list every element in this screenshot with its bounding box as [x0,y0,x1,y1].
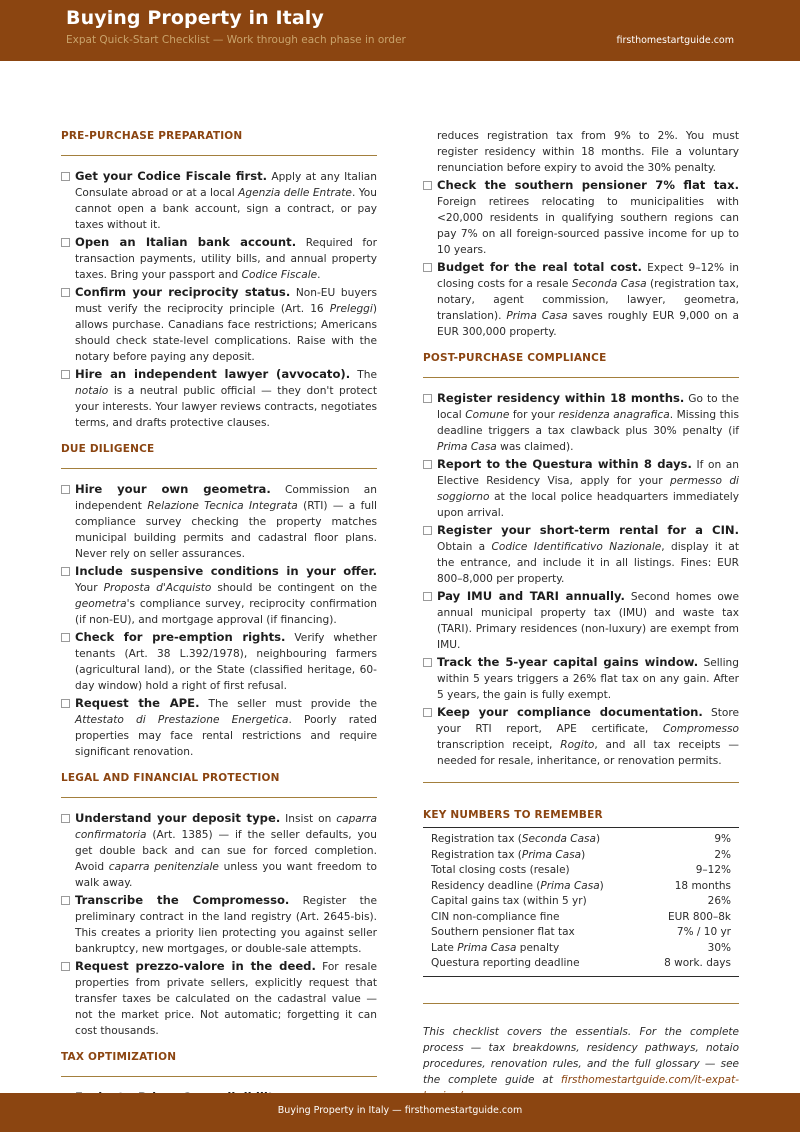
checkbox[interactable] [423,460,432,469]
divider [423,1003,739,1004]
checklist-item: Check the southern pensioner 7% flat tax. Foreign retirees relocating to municipalities with <20,000 residents in qualifying southern regions can pay 7% on all foreign-sourced passive income for up to 10 years. [423,177,739,258]
section-title: POST-PURCHASE COMPLIANCE [423,350,739,378]
checkbox[interactable] [61,962,70,971]
checklist-item: Include suspensive conditions in your offer. Your Proposta d'Acquisto should be contingent on the geometra's compliance survey, reciprocity confirmation (if non-EU), and mortgage approval (if financing). [61,563,377,628]
right-column [423,128,739,1104]
section-title: TAX OPTIMIZATION [61,1049,377,1077]
checkbox[interactable] [423,394,432,403]
checklist-item: Pay IMU and TARI annually. Second homes owe annual municipal property tax (IMU) and waste tax (TARI). Primary residences (non-luxury) are exempt from IMU. [423,588,739,653]
divider [423,782,739,783]
checklist-item: Register residency within 18 months. Go to the local Comune for your residenza anagrafica. Missing this deadline triggers a tax clawback plus 30% penalty (if Prima Casa was claimed). [423,390,739,455]
page-subtitle: Expat Quick-Start Checklist — Work through each phase in order [66,34,406,46]
table-row: Questura reporting deadline 8 work. days [431,957,731,969]
key-numbers-box [423,807,739,977]
checkbox[interactable] [61,172,70,181]
section-legal-financial [61,770,377,1039]
section-title: PRE-PURCHASE PREPARATION [61,128,377,156]
page-title: Buying Property in Italy [66,7,324,29]
checklist-item: Hire an independent lawyer (avvocato). The notaio is a neutral public official — they don't protect your interests. Your lawyer reviews contracts, negotiates terms, and drafts protective clauses. [61,366,377,431]
checkbox[interactable] [423,263,432,272]
section-due-diligence [61,441,377,760]
section-pre-purchase [61,128,377,431]
key-numbers-table [423,828,739,972]
checklist-item: Budget for the real total cost. Expect 9–12% in closing costs for a resale Seconda Casa (registration tax, notary, agent commission, lawyer, geometra, translation). Prima Casa saves roughly EUR 9,000 on a EUR 300,000 property. [423,259,739,340]
checklist-item: Open an Italian bank account. Required for transaction payments, utility bills, and annual property taxes. Bring your passport and Codice Fiscale. [61,234,377,283]
table-row: Residency deadline (Prima Casa) 18 months [431,879,731,892]
checklist-item: Understand your deposit type. Insist on caparra confirmatoria (Art. 1385) — if the seller defaults, you get double back and can sue for forced completion. Avoid caparra penitenziale unless you want freedom to walk away. [61,810,377,891]
table-row: Late Prima Casa penalty 30% [431,941,731,954]
checkbox[interactable] [61,896,70,905]
checklist-item: Track the 5-year capital gains window. Selling within 5 years triggers a 26% flat tax on any gain. After 5 years, the gain is fully exempt. [423,654,739,703]
checkbox[interactable] [61,699,70,708]
table-row: Registration tax (Prima Casa) 2% [431,848,731,861]
checklist-item: Transcribe the Compromesso. Register the preliminary contract in the land registry (Art. 2645-bis). This creates a priority lien protecting you against seller bankruptcy, new mortgages, or double-sale attempts. [61,892,377,957]
checkbox[interactable] [423,658,432,667]
table-row: Registration tax (Seconda Casa) 9% [431,833,731,845]
table-row: Capital gains tax (within 5 yr) 26% [431,895,731,907]
checkbox[interactable] [423,181,432,190]
checklist-item-continued: reduces registration tax from 9% to 2%. You must register residency within 18 months. File a voluntary renunciation before expiry to avoid the 30% penalty. [437,130,739,174]
table-row: Total closing costs (resale) 9–12% [431,864,731,876]
checklist-item: Get your Codice Fiscale first. Apply at any Italian Consulate abroad or at a local Agenzia delle Entrate. You cannot open a bank account, sign a contract, or pay taxes without it. [61,168,377,233]
section-post-purchase [423,350,739,769]
key-numbers-title: KEY NUMBERS TO REMEMBER [423,807,739,828]
checklist-item: Keep your compliance documentation. Store your RTI report, APE certificate, Compromesso transcription receipt, Rogito, and all tax receipts — needed for resale, inheritance, or renovation permits. [423,704,739,769]
checklist-item: Request the APE. The seller must provide the Attestato di Prestazione Energetica. Poorly rated properties may face rental restrictions and require significant renovation. [61,695,377,760]
checkbox[interactable] [61,633,70,642]
closing-note: This checklist covers the essentials. For the complete process — tax breakdowns, residency pathways, notaio procedures, renovation rules, and the full glossary — see the complete guide at firsthomestartguide.com/it-expat- [423,1024,739,1104]
section-title: LEGAL AND FINANCIAL PROTECTION [61,770,377,798]
section-title: DUE DILIGENCE [61,441,377,469]
table-bottom-rule [423,976,739,977]
checkbox[interactable] [61,288,70,297]
table-row: Southern pensioner flat tax 7% / 10 yr [431,926,731,938]
guide-link[interactable]: firsthomestartguide.com/it-expat- [560,1073,739,1086]
checklist-item: Check for pre-emption rights. Verify whether tenants (Art. 38 L.392/1978), neighbouring farmers (agricultural land), or the State (classified heritage, 60-day window) hold a right of first refusal. [61,629,377,694]
checkbox[interactable] [61,238,70,247]
checklist-item: Confirm your reciprocity status. Non-EU buyers must verify the reciprocity principle (Art. 16 Preleggi) allows purchase. Canadians face restrictions; Americans should check state-level complications. Raise with the notary before paying any deposit. [61,284,377,365]
header-site: firsthomestartguide.com [616,35,734,46]
checkbox[interactable] [423,526,432,535]
page-footer: Buying Property in Italy — firsthomestartguide.com [0,1093,800,1132]
checkbox[interactable] [423,708,432,717]
checklist-item: Hire your own geometra. Commission an independent Relazione Tecnica Integrata (RTI) — a full compliance survey checking the property matches municipal building permits and cadastral floor plans. Never rely on seller assurances. [61,481,377,562]
checkbox[interactable] [61,814,70,823]
checkbox[interactable] [423,592,432,601]
checklist-item: Report to the Questura within 8 days. If on an Elective Residency Visa, apply for your permesso di soggiorno at the local police headquarters immediately upon arrival. [423,456,739,521]
table-row: CIN non-compliance fine EUR 800–8k [431,910,731,923]
page-header [0,0,800,61]
left-column [61,128,377,1132]
checkbox[interactable] [61,485,70,494]
checklist-item: Request prezzo-valore in the deed. For resale properties from private sellers, explicitly request that transfer taxes be calculated on the cadastral value — not the market price. Not automatic; forgetting it can cost thousands. [61,958,377,1039]
checkbox[interactable] [61,567,70,576]
checklist-item: Register your short-term rental for a CIN. Obtain a Codice Identificativo Nazionale, display it at the entrance, and include it in all listings. Fines: EUR 800–8,000 per property. [423,522,739,587]
checkbox[interactable] [61,370,70,379]
